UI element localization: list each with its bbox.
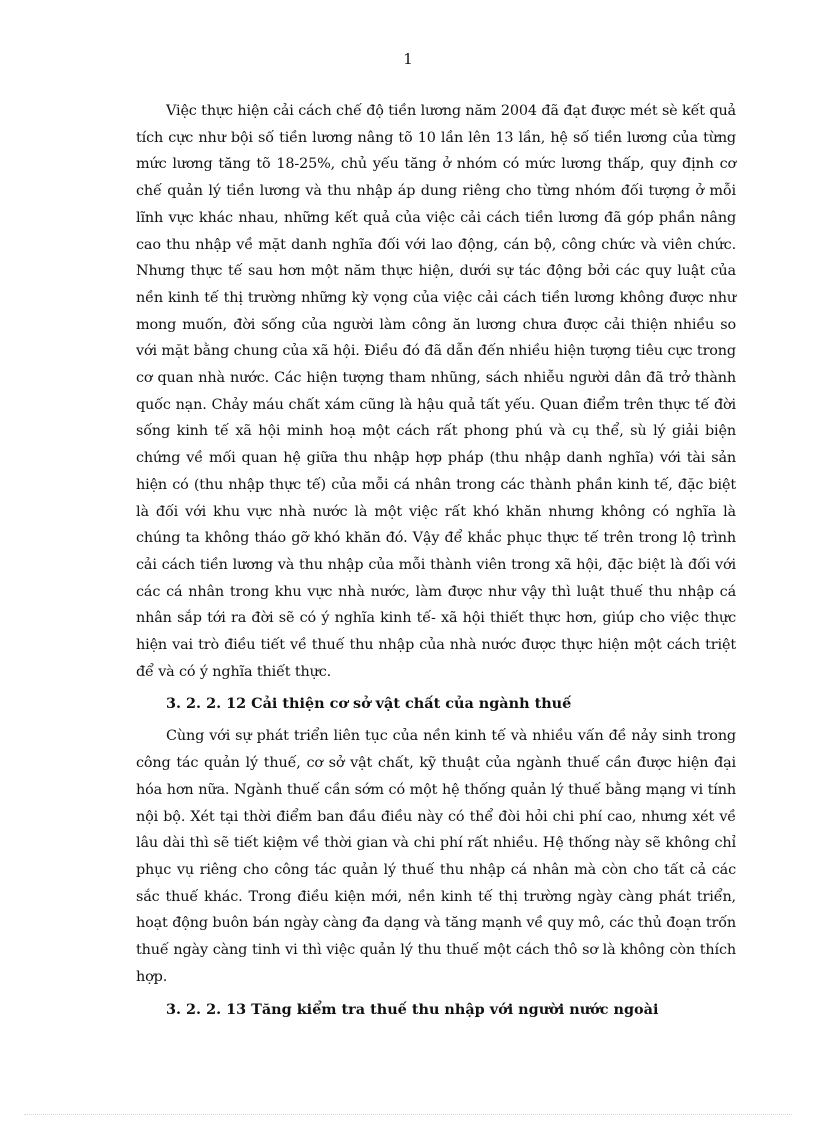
page-number: 1 — [403, 50, 413, 68]
document-body — [136, 98, 736, 1029]
page-bottom-divider — [24, 1114, 792, 1115]
paragraph-tax-infrastructure: Cùng với sự phát triển liên tục của nền kinh tế và nhiều vấn đề nảy sinh trong công tác quản lý thuế, cơ sở vật chất, kỹ thuật của ngành thuế cần được hiện đại hóa hơn nữa. Ngành thuế cần sớm có một hệ thống quản lý thuế bằng mạng vi tính nội bộ. Xét tại thời điểm ban đầu điều này có thể đòi hỏi chi phí cao, nhưng xét về lâu dài thì sẽ tiết kiệm về thời gian và chi phí rất nhiều. Hệ thống này sẽ không chỉ phục vụ riêng cho công tác quản lý thuế thu nhập cá nhân mà còn cho tất cả các sắc thuế khác. Trong điều kiện mới, nền kinh tế thị trường ngày càng phát triển, hoạt động buôn bán ngày càng đa dạng và tăng mạnh về quy mô, các thủ đoạn trốn thuế ngày càng tinh vi thì việc quản lý thu thuế một cách thô sơ là không còn thích hợp. — [136, 728, 736, 985]
section-heading-3-2-2-13: 3. 2. 2. 13 Tăng kiểm tra thuế thu nhập với người nước ngoài — [166, 1000, 659, 1018]
paragraph-salary-reform: Việc thực hiện cải cách chế độ tiền lương năm 2004 đã đạt được mét sè kết quả tích cực như bội số tiền lương nâng tõ 10 lần lên 13 lần, hệ số tiền lương của từng mức lương tăng tõ 18-25%, chủ yếu tăng ở nhóm có mức lương thấp, quy định cơ chế quản lý tiền lương và thu nhập áp dung riêng cho từng nhóm đối tượng ở mỗi lĩnh vực khác nhau, những kết quả của việc cải cách tiền lương đã góp phần nâng cao thu nhập về mặt danh nghĩa đối với lao động, cán bộ, công chức và viên chức. Nhưng thực tế sau hơn một năm thực hiện, dưới sự tác động bởi các quy luật của nền kinh tế thị trường những kỳ vọng của việc cải cách tiền lương không được như mong muốn, đời sống của người làm công ăn lương chưa được cải thiện nhiều so với mặt bằng chung của xã hội. Điều đó đã dẫn đến nhiều hiện tượng tiêu cực trong cơ quan nhà nước. Các hiện tượng tham nhũng, sách nhiễu người dân đã trở thành quốc nạn. Chảy máu chất xám cũng là hậu quả tất yếu. Quan điểm trên thực tế đời sống kinh tế xã hội minh hoạ một cách rất phong phú và cụ thể, sù lý giải biện chứng về mối quan hệ giữa thu nhập hợp pháp (thu nhập danh nghĩa) với tài sản hiện có (thu nhập thực tế) của mỗi cá nhân trong các thành phần kinh tế, đặc biệt là đối với khu vực nhà nước là một việc rất khó khăn nhưng không có nghĩa là chúng ta không tháo gỡ khó khăn đó. Vậy để khắc phục thực tế trên trong lộ trình cải cách tiền lương và thu nhập của mỗi thành viên trong xã hội, đặc biệt là đối với các cá nhân trong khu vực nhà nước, làm được như vậy thì luật thuế thu nhập cá nhân sắp tới ra đời sẽ có ý nghĩa kinh tế- xã hội thiết thực hơn, giúp cho việc thực hiện vai trò điều tiết về thuế thu nhập của nhà nước được thực hiện một cách triệt để và có ý nghĩa thiết thực. — [136, 103, 736, 680]
section-heading-3-2-2-12: 3. 2. 2. 12 Cải thiện cơ sở vật chất của ngành thuế — [166, 695, 572, 713]
